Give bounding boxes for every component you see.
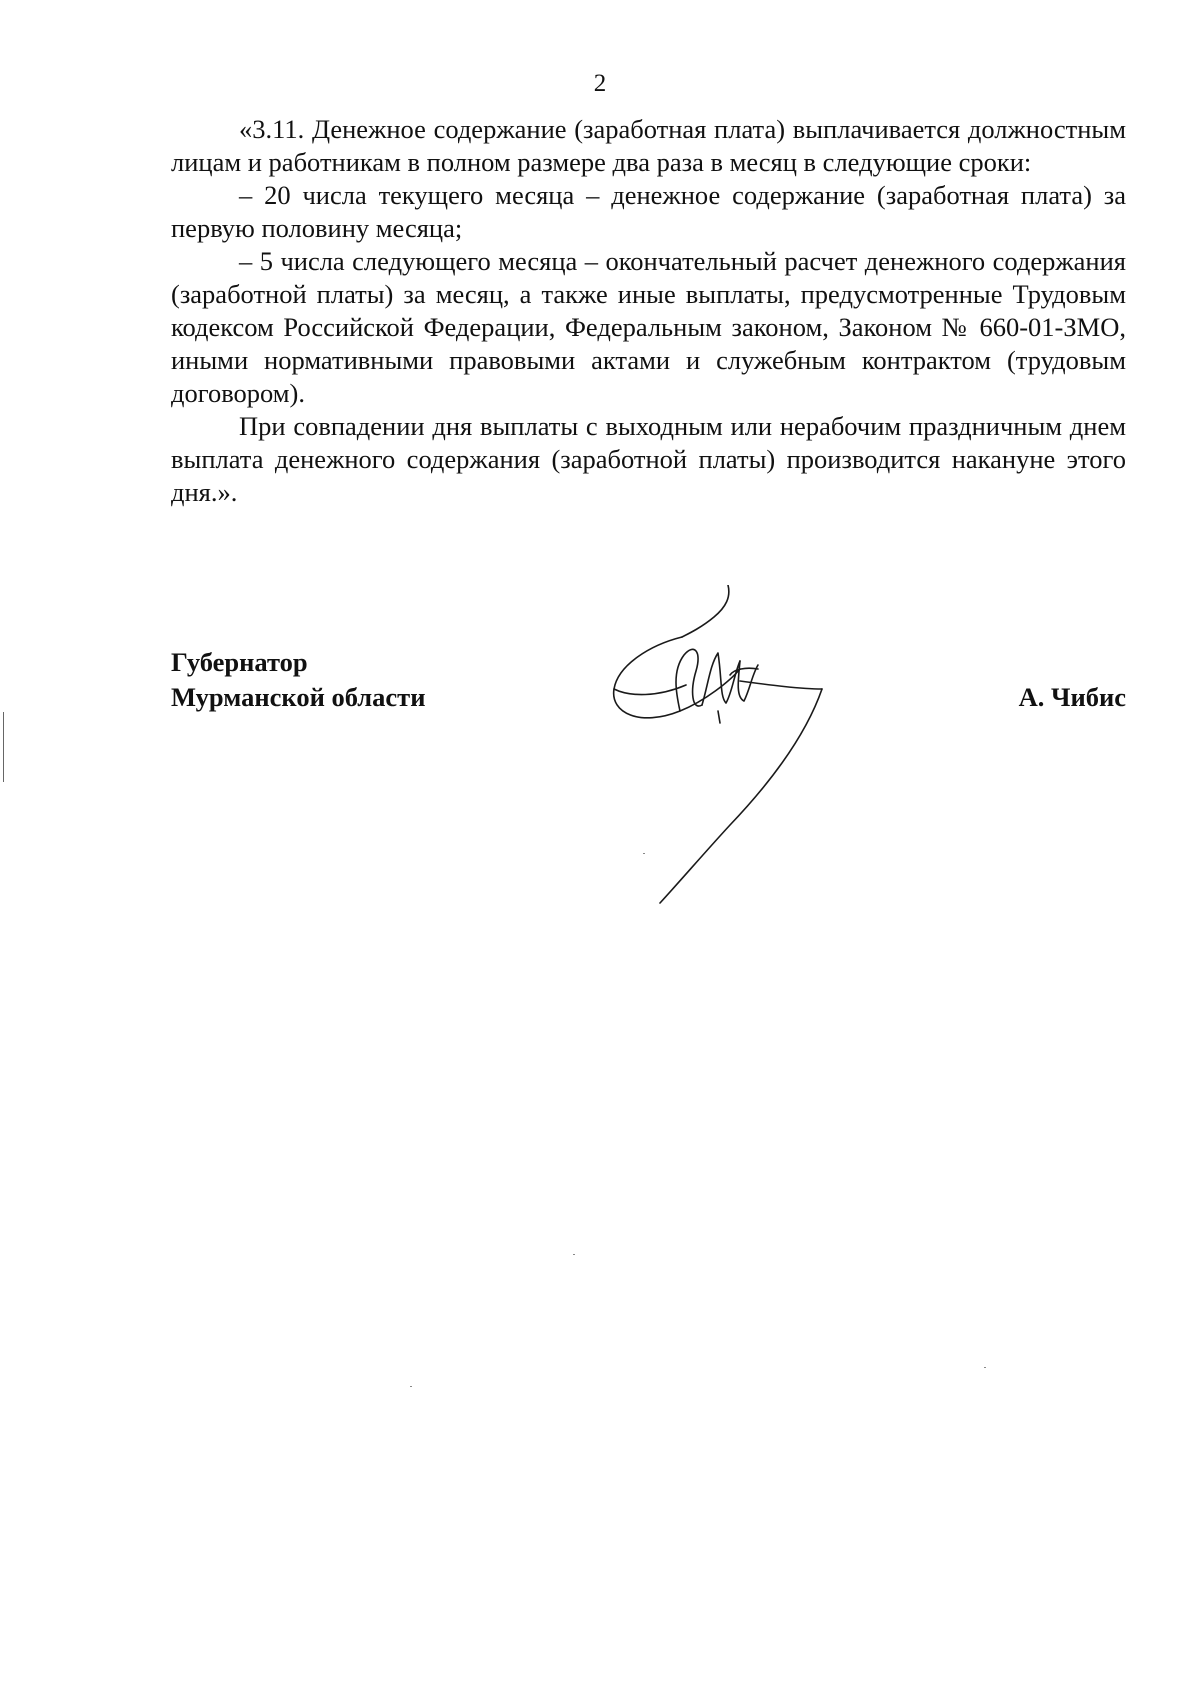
position-line-2: Мурманской области — [171, 682, 426, 712]
paragraph-first-payment: – 20 числа текущего месяца – денежное содержание (заработная плата) за первую половину месяца; — [171, 180, 1126, 243]
document-body — [171, 113, 1126, 509]
position-title — [171, 645, 425, 715]
paragraph-clause-3-11: «3.11. Денежное содержание (заработная плата) выплачивается должностным лицам и работникам в полном размере два раза в месяц в следующие сроки: — [171, 114, 1126, 177]
scan-speck — [410, 1386, 412, 1387]
scan-margin-mark — [3, 712, 4, 782]
position-line-1: Губернатор — [171, 647, 308, 677]
handwritten-signature — [610, 585, 860, 905]
scan-speck — [643, 853, 645, 854]
scan-speck — [984, 1367, 986, 1368]
paragraph-holiday-rule: При совпадении дня выплаты с выходным или нерабочим праздничным днем выплата денежного содержания (заработной платы) производится накануне этого дня.». — [171, 411, 1126, 507]
paragraph-second-payment: – 5 числа следующего месяца – окончательный расчет денежного содержания (заработной платы) за месяц, а также иные выплаты, предусмотренные Трудовым кодексом Российской Федерации, Федеральным законом, Законом № 660-01-ЗМО, иными нормативными правовыми актами и служебным контрактом (трудовым договором). — [171, 246, 1126, 408]
scan-speck — [573, 1254, 575, 1255]
signer-name: А. Чибис — [1018, 682, 1126, 712]
page-number: 2 — [593, 70, 607, 97]
